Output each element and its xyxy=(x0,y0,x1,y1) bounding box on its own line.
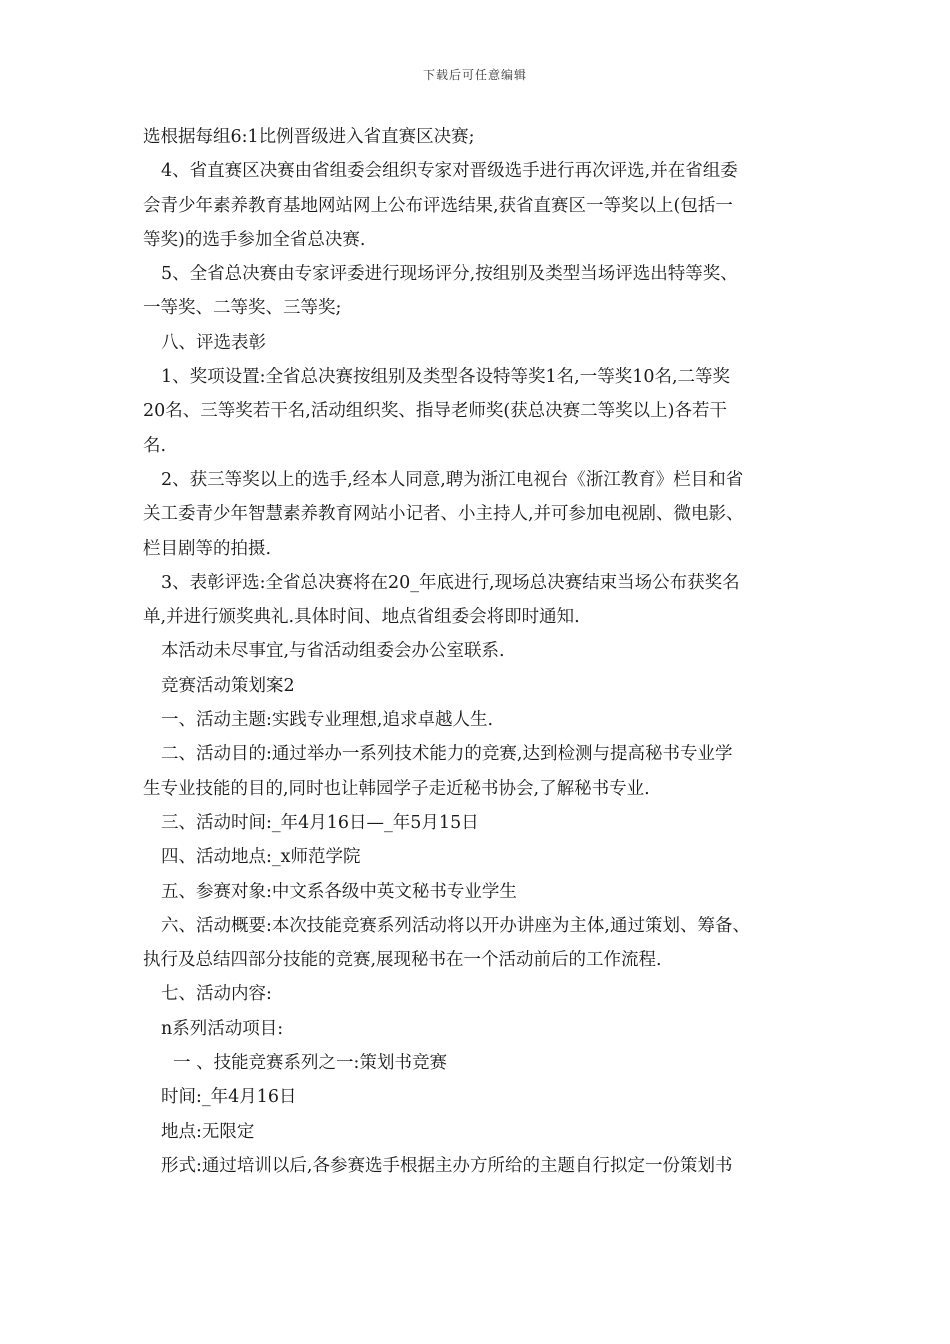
text-line: 二、活动目的:通过举办一系列技术能力的竞赛,达到检测与提高秘书专业学 xyxy=(161,744,733,765)
text-line: 地点:无限定 xyxy=(161,1121,255,1142)
text-line: 20名、三等奖若干名,活动组织奖、指导老师奖(获总决赛二等奖以上)各若干 xyxy=(143,401,727,422)
text-line: 单,并进行颁奖典礼.具体时间、地点省组委会将即时通知. xyxy=(143,607,580,628)
text-line: 会青少年素养教育基地网站网上公布评选结果,获省直赛区一等奖以上(包括一 xyxy=(143,195,733,216)
text-line: 五、参赛对象:中文系各级中英文秘书专业学生 xyxy=(161,881,517,902)
text-line: 三、活动时间:_年4月16日—_年5月15日 xyxy=(161,812,479,833)
text-line: 2、获三等奖以上的选手,经本人同意,聘为浙江电视台《浙江教育》栏目和省 xyxy=(161,469,744,490)
text-line: 一 、技能竞赛系列之一:策划书竞赛 xyxy=(173,1053,447,1074)
text-line: 一等奖、二等奖、三等奖; xyxy=(143,298,342,319)
text-line: 名. xyxy=(143,435,167,456)
text-line: 4、省直赛区决赛由省组委会组织专家对晋级选手进行再次评选,并在省组委 xyxy=(161,161,738,182)
text-line: 关工委青少年智慧素养教育网站小记者、小主持人,并可参加电视剧、微电影、 xyxy=(143,504,744,525)
text-line: 六、活动概要:本次技能竞赛系列活动将以开办讲座为主体,通过策划、筹备、 xyxy=(161,915,750,936)
text-line: 选根据每组6:1比例晋级进入省直赛区决赛; xyxy=(143,127,475,147)
text-line: 3、表彰评选:全省总决赛将在20_年底进行,现场总决赛结束当场公布获奖名 xyxy=(161,572,740,593)
text-line: 时间:_年4月16日 xyxy=(161,1087,297,1108)
text-line: 5、全省总决赛由专家评委进行现场评分,按组别及类型当场评选出特等奖、 xyxy=(161,264,738,285)
text-line: 等奖)的选手参加全省总决赛. xyxy=(143,229,366,250)
text-line: 本活动未尽事宜,与省活动组委会办公室联系. xyxy=(161,641,505,662)
text-line: 四、活动地点:_x师范学院 xyxy=(161,847,361,868)
text-line: 七、活动内容: xyxy=(161,984,272,1005)
page-header: 下载后可任意编辑 xyxy=(422,68,527,82)
document-body xyxy=(143,120,815,1183)
text-line: 1、奖项设置:全省总决赛按组别及类型各设特等奖1名,一等奖10名,二等奖 xyxy=(161,367,731,388)
text-line: 生专业技能的目的,同时也让韩园学子走近秘书协会,了解秘书专业. xyxy=(143,778,650,799)
text-line: 栏目剧等的拍摄. xyxy=(143,538,272,559)
text-line: 八、评选表彰 xyxy=(161,332,266,353)
text-line: 形式:通过培训以后,各参赛选手根据主办方所给的主题自行拟定一份策划书 xyxy=(161,1155,733,1176)
text-line: 一、活动主题:实践专业理想,追求卓越人生. xyxy=(161,710,494,731)
text-line: n系列活动项目: xyxy=(161,1018,284,1039)
text-line: 执行及总结四部分技能的竞赛,展现秘书在一个活动前后的工作流程. xyxy=(143,950,662,971)
text-line: 竞赛活动策划案2 xyxy=(161,675,295,696)
